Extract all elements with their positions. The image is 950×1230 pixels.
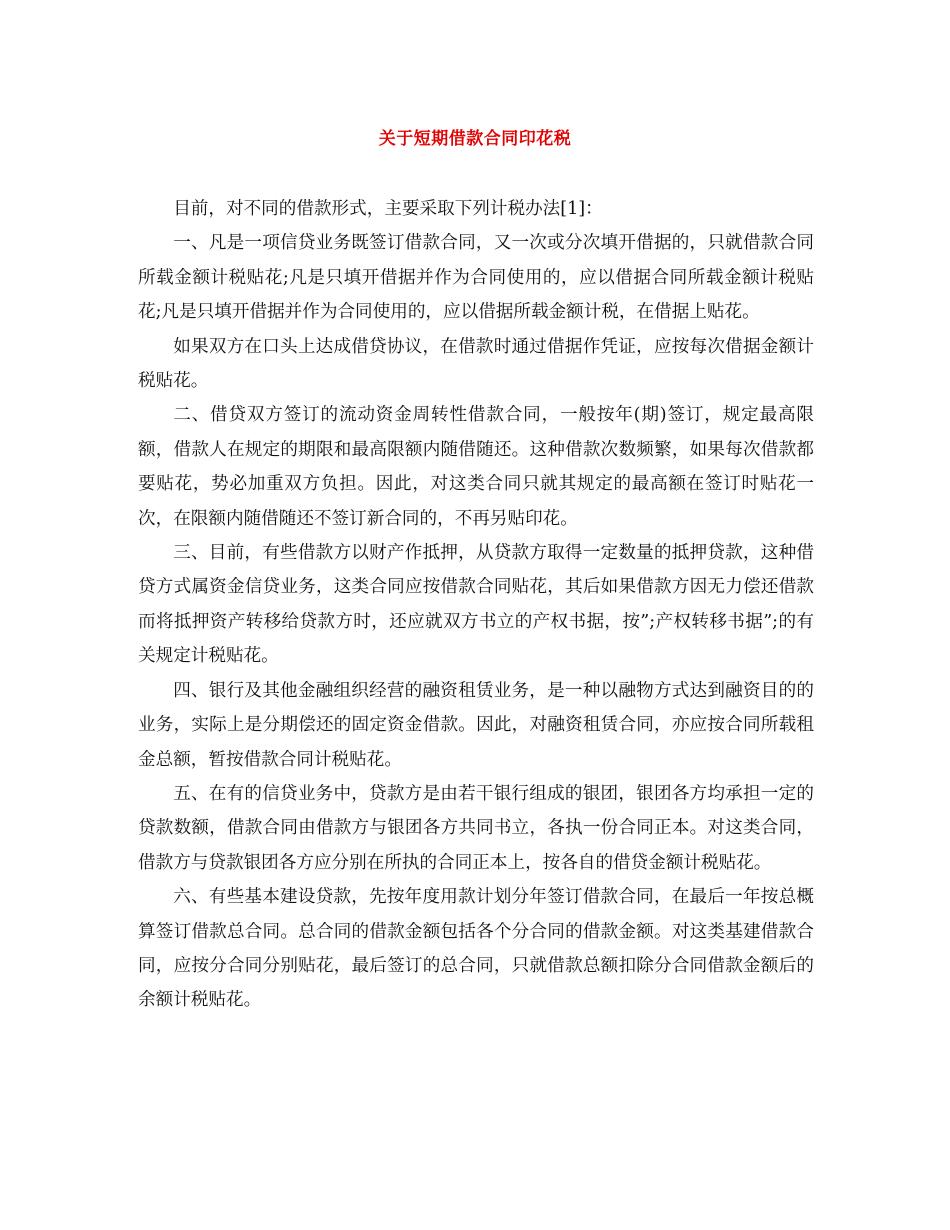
paragraph-item-5: 五、在有的信贷业务中，贷款方是由若干银行组成的银团，银团各方均承担一定的贷款数额，借款合同由借款方与银团各方共同书立，各执一份合同正本。对这类合同，借款方与贷款银团各方应分别在所执的合同正本上，按各自的借贷金额计税贴花。 <box>138 783 814 873</box>
paragraph-item-2: 二、借贷双方签订的流动资金周转性借款合同，一般按年(期)签订，规定最高限额，借款人在规定的期限和最高限额内随借随还。这种借款次数频繁，如果每次借款都要贴花，势必加重双方负担。因此，对这类合同只就其规定的最高额在签订时贴花一次，在限额内随借随还不签订新合同的，不再另贴印花。 <box>138 405 814 529</box>
paragraph-item-4: 四、银行及其他金融组织经营的融资租赁业务，是一种以融物方式达到融资目的的业务，实际上是分期偿还的固定资金借款。因此，对融资租赁合同，亦应按合同所载租金总额，暂按借款合同计税贴花。 <box>138 680 814 770</box>
paragraph-item-6: 六、有些基本建设贷款，先按年度用款计划分年签订借款合同，在最后一年按总概算签订借款总合同。总合同的借款金额包括各个分合同的借款金额。对这类基建借款合同，应按分合同分别贴花，最后签订的总合同，只就借款总额扣除分合同借款金额后的余额计税贴花。 <box>138 887 814 1011</box>
document-body <box>138 192 814 1018</box>
paragraph-intro: 目前，对不同的借款形式，主要采取下列计税办法[1]： <box>173 199 603 219</box>
paragraph-item-1: 一、凡是一项信贷业务既签订借款合同，又一次或分次填开借据的，只就借款合同所载金额计税贴花;凡是只填开借据并作为合同使用的，应以借据合同所载金额计税贴花;凡是只填开借据并作为合同使用的，应以借据所载金额计税，在借据上贴花。 <box>138 233 814 323</box>
paragraph-item-1-note: 如果双方在口头上达成借贷协议，在借款时通过借据作凭证，应按每次借据金额计税贴花。 <box>138 336 814 392</box>
paragraph-item-3: 三、目前，有些借款方以财产作抵押，从贷款方取得一定数量的抵押贷款，这种借贷方式属资金信贷业务，这类合同应按借款合同贴花，其后如果借款方因无力偿还借款而将抵押资产转移给贷款方时，还应就双方书立的产权书据，按”;产权转移书据”;的有关规定计税贴花。 <box>138 543 814 667</box>
document-title: 关于短期借款合同印花税 <box>378 129 572 149</box>
